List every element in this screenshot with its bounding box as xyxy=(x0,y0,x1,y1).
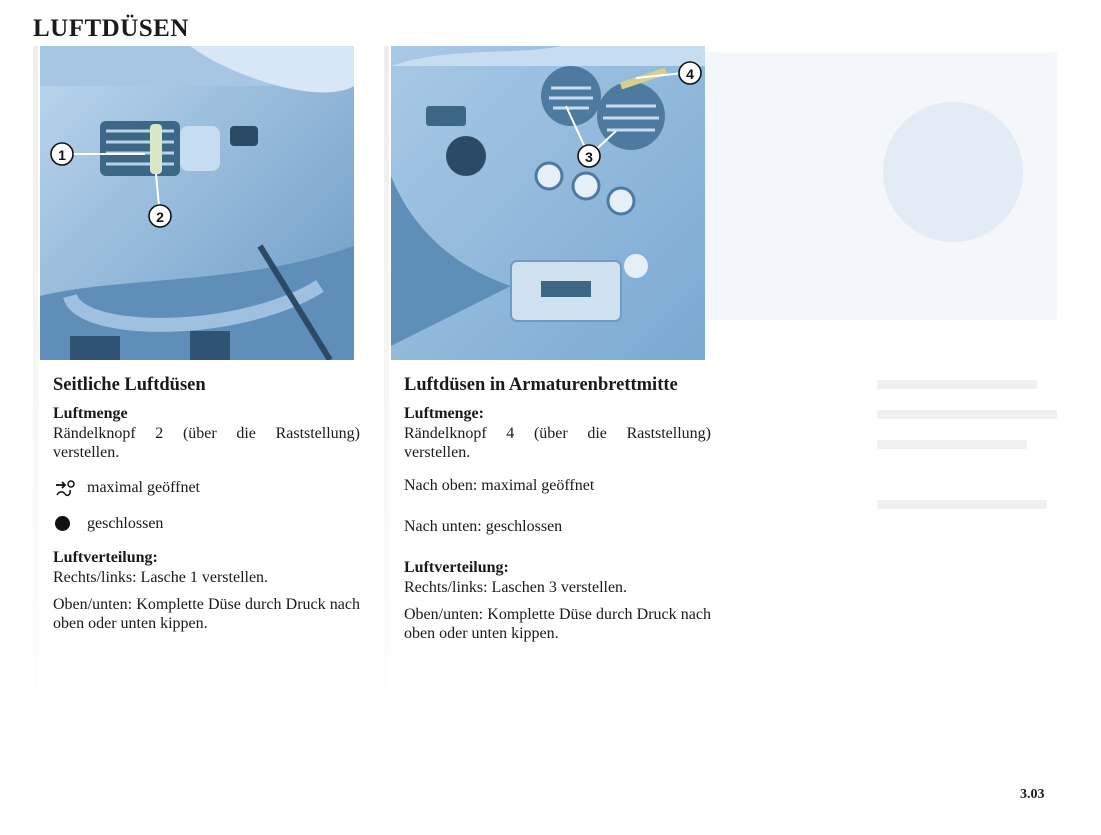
fan-open-icon xyxy=(53,476,87,498)
distribution-lr: Rechts/links: Lasche 1 verstellen. xyxy=(53,569,269,586)
left-text xyxy=(40,360,364,633)
ghost-dial xyxy=(883,102,1023,242)
ghost-line xyxy=(877,410,1057,419)
show-through-background xyxy=(705,0,1101,835)
amount-label: Luftmenge: xyxy=(404,405,484,422)
right-text xyxy=(391,360,715,643)
page-number: 3.03 xyxy=(1020,787,1045,802)
open-row xyxy=(53,476,360,498)
open-label: maximal geöffnet xyxy=(87,478,200,496)
closed-label: geschlossen xyxy=(87,514,164,532)
distribution-ud: Oben/unten: Komplette Düse durch Druck nach oben oder unten kippen. xyxy=(404,606,711,642)
amount-label: Luftmenge xyxy=(53,405,128,422)
section-heading: Luftdüsen in Armaturenbrettmitte xyxy=(404,375,678,395)
distribution-ud: Oben/unten: Komplette Düse durch Druck nach oben oder unten kippen. xyxy=(53,596,360,632)
callout-3: 3 xyxy=(585,149,593,165)
callout-4: 4 xyxy=(686,66,694,82)
ghost-line xyxy=(877,500,1047,509)
ghost-line xyxy=(877,380,1037,389)
closed-row xyxy=(53,512,360,534)
ghost-heading xyxy=(775,16,783,39)
amount-text: Rändelknopf 4 (über die Raststellung) verstellen. xyxy=(404,425,711,461)
callout-2: 2 xyxy=(156,209,164,225)
distribution-lr: Rechts/links: Laschen 3 verstellen. xyxy=(404,579,628,596)
down-text: Nach unten: geschlossen xyxy=(404,518,563,535)
distribution-label: Luftverteilung: xyxy=(53,549,158,566)
up-text: Nach oben: maximal geöffnet xyxy=(404,477,595,494)
amount-text: Rändelknopf 2 (über die Raststellung) verstellen. xyxy=(53,425,360,461)
page-title: LUFTDÜSEN xyxy=(33,15,189,42)
ghost-line xyxy=(877,440,1027,449)
section-heading: Seitliche Luftdüsen xyxy=(53,375,206,395)
callout-1: 1 xyxy=(58,147,66,163)
center-vents-column xyxy=(391,46,715,643)
side-vents-column xyxy=(40,46,364,633)
distribution-label: Luftverteilung: xyxy=(404,559,509,576)
center-vent-photo xyxy=(391,46,705,360)
side-vent-photo xyxy=(40,46,354,360)
filled-dot-icon xyxy=(53,512,87,534)
